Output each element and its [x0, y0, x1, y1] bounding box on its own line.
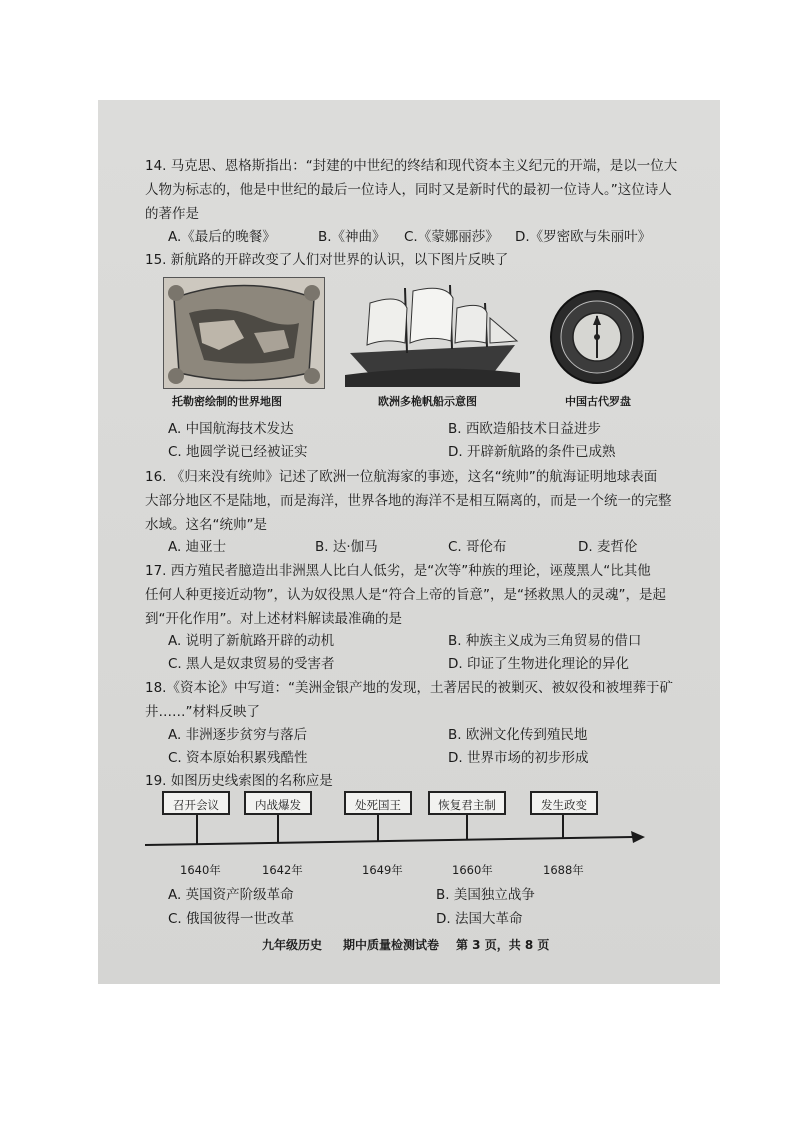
- q14-line-1: 14. 马克思、恩格斯指出：“封建的中世纪的终结和现代资本主义纪元的开端，是以一位大: [145, 158, 678, 174]
- q19-option-c: C. 俄国彼得一世改革: [168, 911, 295, 927]
- q16-option-a: A. 迪亚士: [168, 539, 227, 555]
- caption-ship: 欧洲多桅帆船示意图: [378, 395, 477, 408]
- q14-option-a: A.《最后的晚餐》: [168, 229, 276, 245]
- footer-exam-name: 期中质量检测试卷: [343, 938, 440, 952]
- timeline-event-3: 处死国王: [344, 791, 412, 815]
- q18-line-1: 18.《资本论》中写道：“美洲金银产地的发现，土著居民的被剿灭、被奴役和被埋葬于矿: [145, 680, 673, 696]
- q14-option-d: D.《罗密欧与朱丽叶》: [515, 229, 652, 245]
- q17-line-3: 到“开化作用”。对上述材料解读最准确的是: [145, 611, 402, 627]
- q19-option-a: A. 英国资产阶级革命: [168, 887, 294, 903]
- q17-line-2: 任何人种更接近动物”，认为奴役黑人是“符合上帝的旨意”，是“拯救黑人的灵魂”，是起: [145, 587, 666, 603]
- timeline-year-1: 1640年: [180, 863, 221, 877]
- q15-option-b: B. 西欧造船技术日益进步: [448, 421, 601, 437]
- timeline-year-3: 1649年: [362, 863, 403, 877]
- european-multi-mast-ship-image: [345, 283, 520, 387]
- q15-option-a: A. 中国航海技术发达: [168, 421, 294, 437]
- q17-line-1: 17. 西方殖民者臆造出非洲黑人比白人低劣，是“次等”种族的理论，诬蔑黑人“比其他: [145, 563, 651, 579]
- q16-option-d: D. 麦哲伦: [578, 539, 638, 555]
- q15-option-c: C. 地圆学说已经被证实: [168, 444, 308, 460]
- timeline-year-4: 1660年: [452, 863, 493, 877]
- q18-option-d: D. 世界市场的初步形成: [448, 750, 589, 766]
- q17-option-a: A. 说明了新航路开辟的动机: [168, 633, 335, 649]
- q18-line-2: 井……”材料反映了: [145, 704, 260, 720]
- ptolemy-world-map-image: [163, 277, 325, 389]
- q14-option-c: C.《蒙娜丽莎》: [404, 229, 499, 245]
- caption-compass: 中国古代罗盘: [565, 395, 631, 408]
- timeline-event-1: 召开会议: [162, 791, 230, 815]
- q16-option-b: B. 达·伽马: [315, 539, 378, 555]
- q18-option-b: B. 欧洲文化传到殖民地: [448, 727, 588, 743]
- timeline-event-5: 发生政变: [530, 791, 598, 815]
- ancient-chinese-compass-image: [549, 289, 645, 385]
- timeline-year-5: 1688年: [543, 863, 584, 877]
- q14-line-2: 人物为标志的，他是中世纪的最后一位诗人，同时又是新时代的最初一位诗人。”这位诗人: [145, 182, 672, 198]
- q16-line-1: 16. 《归来没有统帅》记述了欧洲一位航海家的事迹，这名“统帅”的航海证明地球表面: [145, 469, 658, 485]
- timeline-event-2: 内战爆发: [244, 791, 312, 815]
- q15-line-1: 15. 新航路的开辟改变了人们对世界的认识，以下图片反映了: [145, 252, 509, 268]
- q19-option-b: B. 美国独立战争: [436, 887, 535, 903]
- timeline-year-2: 1642年: [262, 863, 303, 877]
- q17-option-b: B. 种族主义成为三角贸易的借口: [448, 633, 642, 649]
- q19-option-d: D. 法国大革命: [436, 911, 523, 927]
- timeline-event-4: 恢复君主制: [428, 791, 506, 815]
- q16-line-2: 大部分地区不是陆地，而是海洋，世界各地的海洋不是相互隔离的，而是一个统一的完整: [145, 493, 672, 509]
- q17-option-d: D. 印证了生物进化理论的异化: [448, 656, 629, 672]
- timeline-axis: [145, 815, 645, 865]
- q16-line-3: 水域。这名“统帅”是: [145, 517, 267, 533]
- caption-world-map: 托勒密绘制的世界地图: [172, 395, 282, 408]
- q19-line-1: 19. 如图历史线索图的名称应是: [145, 773, 333, 789]
- footer-page-number: 第 3 页，共 8 页: [456, 938, 550, 952]
- q17-option-c: C. 黑人是奴隶贸易的受害者: [168, 656, 335, 672]
- q16-option-c: C. 哥伦布: [448, 539, 507, 555]
- q15-option-d: D. 开辟新航路的条件已成熟: [448, 444, 616, 460]
- q14-line-3: 的著作是: [145, 206, 199, 222]
- q18-option-a: A. 非洲逐步贫穷与落后: [168, 727, 308, 743]
- q14-option-b: B.《神曲》: [318, 229, 386, 245]
- footer-subject: 九年级历史: [262, 938, 323, 952]
- q18-option-c: C. 资本原始积累残酷性: [168, 750, 308, 766]
